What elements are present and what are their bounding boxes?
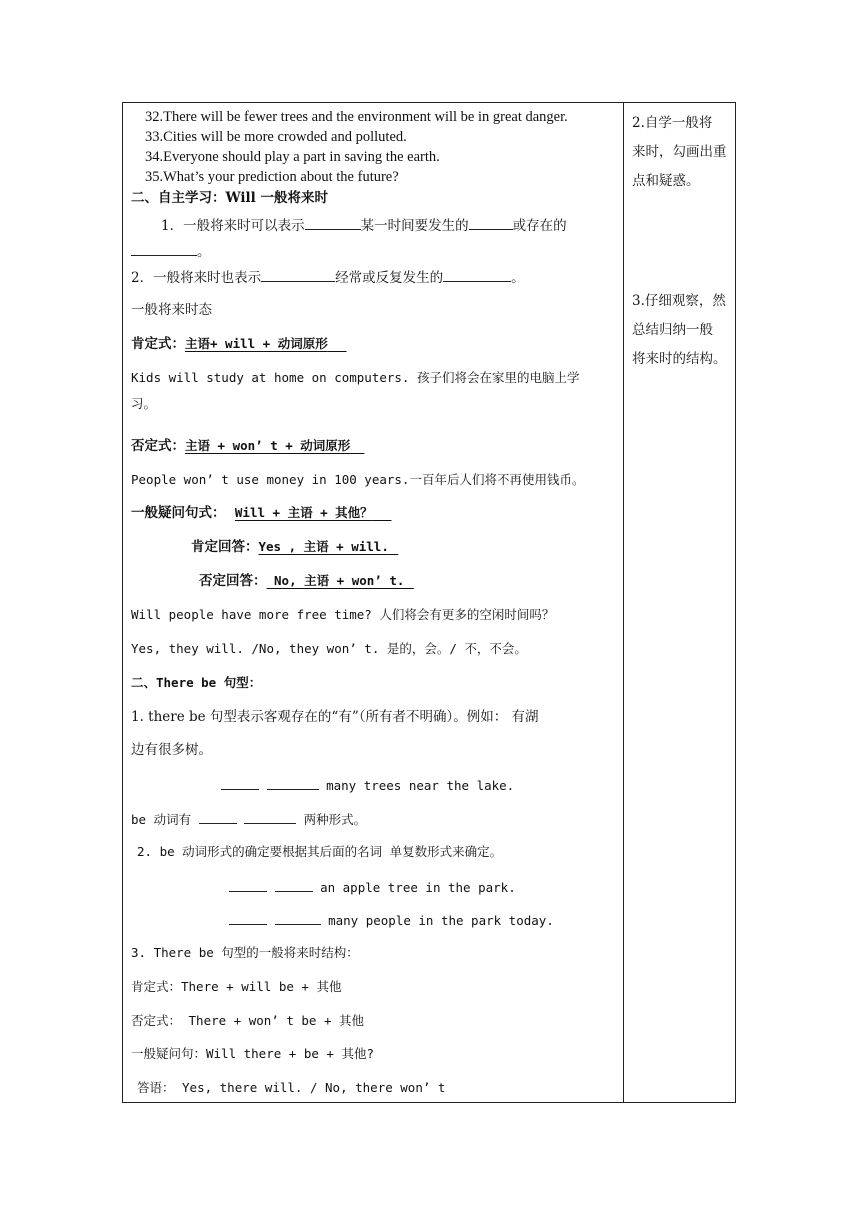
main-column	[123, 103, 623, 1102]
blank	[267, 775, 319, 790]
tense-label: 一般将来时态	[131, 302, 212, 318]
example-sentence-1: many trees near the lake.	[221, 775, 514, 795]
yes-answer-structure: 肯定回答：Yes , 主语 + will.	[191, 539, 389, 555]
there-be-point-1-line-1: 1. there be 句型表示客观存在的“有”（所有者不明确）。例如： 有湖	[131, 709, 539, 725]
blank	[443, 267, 511, 282]
question-structure: 一般疑问句式： Will + 主语 + 其他？	[131, 505, 373, 521]
blank	[199, 809, 237, 824]
affirmative-example-line-2: 习。	[131, 396, 157, 411]
affirmative-example-line-1: Kids will study at home on computers. 孩子们将会在家里的电脑上学	[131, 370, 580, 385]
side-note-3: 3.仔细观察，然 总结归纳一般 将来时的结构。	[632, 293, 727, 367]
vocab-line-33: 33.Cities will be more crowded and polluted.	[145, 129, 407, 145]
section-heading-will: 二、自主学习：Will 一般将来时	[131, 190, 329, 206]
will-point-1-cont: 。	[131, 241, 211, 261]
will-point-1: 1．一般将来时可以表示 某一时间要发生的 或存在的	[161, 215, 567, 235]
vocab-line-34: 34.Everyone should play a part in saving the earth.	[145, 149, 440, 165]
answer-example: Yes, they will. /No, they won’ t. 是的，会。/ 不，不会。	[131, 641, 527, 656]
side-note-2: 2.自学一般将 来时，勾画出重 点和疑惑。	[632, 115, 727, 189]
affirmative-structure: 肯定式：主语+ will + 动词原形	[131, 336, 328, 352]
side-column	[624, 103, 736, 1102]
blank	[275, 877, 313, 892]
there-be-point-3: 3. There be 句型的一般将来时结构：	[131, 945, 359, 960]
blank	[469, 215, 513, 230]
example-sentence-3: many people in the park today.	[229, 910, 554, 930]
will-point-2: 2．一般将来时也表示 经常或反复发生的 。	[131, 267, 525, 287]
question-example: Will people have more free time? 人们将会有更多的空闲时间吗？	[131, 607, 555, 622]
there-be-negative: 否定式： There + won’ t be + 其他	[131, 1013, 365, 1028]
blank	[229, 877, 267, 892]
there-be-question: 一般疑问句：Will there + be + 其他?	[131, 1046, 374, 1061]
no-answer-structure: 否定回答： No, 主语 + won’ t.	[199, 573, 405, 589]
negative-example: People won’ t use money in 100 years.一百年后人们将不再使用钱币。	[131, 472, 585, 487]
example-sentence-2: an apple tree in the park.	[229, 877, 516, 897]
lesson-table	[122, 102, 736, 1103]
blank	[229, 910, 267, 925]
there-be-point-2: 2. be 动词形式的确定要根据其后面的名词 单复数形式来确定。	[137, 844, 503, 859]
blank	[244, 809, 296, 824]
blank	[131, 241, 197, 256]
there-be-affirmative: 肯定式：There + will be + 其他	[131, 979, 342, 994]
vocab-line-32: 32.There will be fewer trees and the environment will be in great danger.	[145, 109, 568, 125]
there-be-point-1-line-2: 边有很多树。	[131, 742, 212, 758]
blank	[305, 215, 361, 230]
there-be-answer: 答语： Yes, there will. / No, there won’ t	[137, 1080, 446, 1095]
be-forms-line: be 动词有 两种形式。	[131, 809, 366, 829]
section-heading-there-be: 二、There be 句型：	[131, 675, 262, 690]
blank	[221, 775, 259, 790]
negative-structure: 否定式：主语 + won’ t + 动词原形	[131, 438, 351, 454]
blank	[261, 267, 335, 282]
vocab-line-35: 35.What’s your prediction about the future?	[145, 169, 399, 185]
blank	[275, 910, 321, 925]
